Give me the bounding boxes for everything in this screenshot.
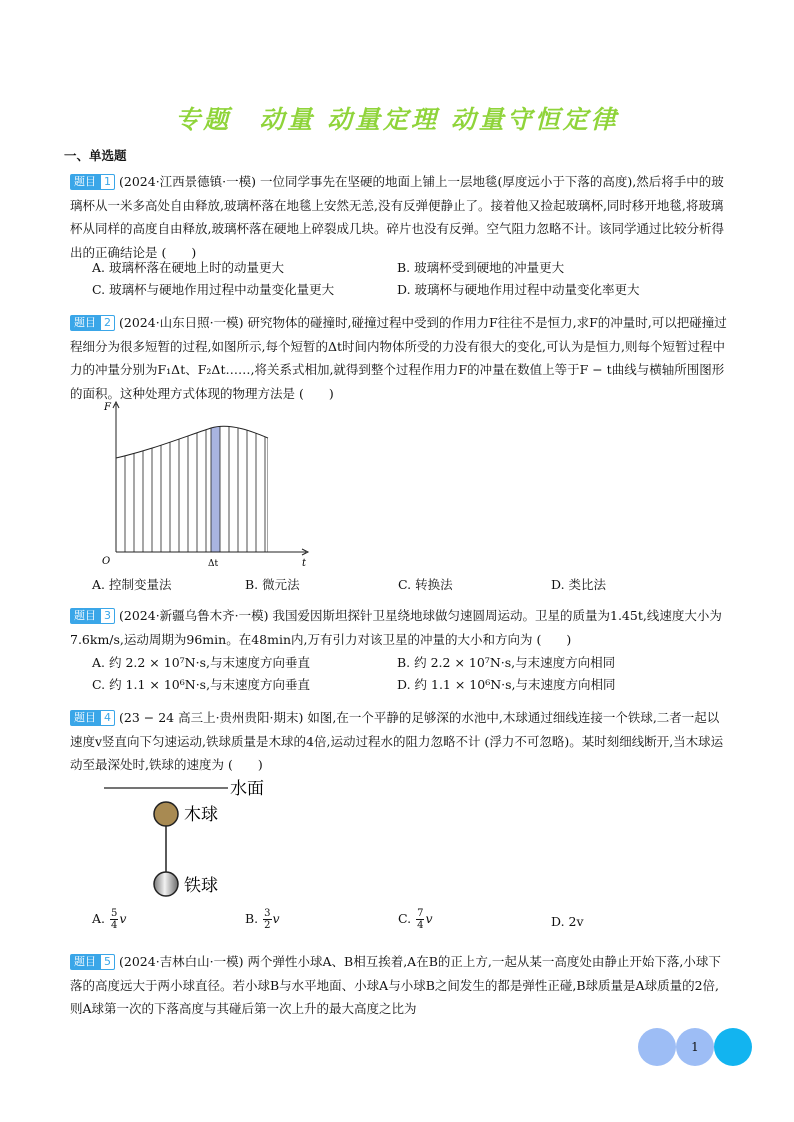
fraction: $\frac{7}{4}$ [417, 908, 424, 931]
option-c[interactable]: C. $\frac{7}{4}$ v [398, 908, 433, 931]
q1-options [92, 257, 732, 301]
question-5 [70, 950, 730, 1021]
origin-label: O [102, 556, 111, 567]
page-title: 专题 动量 动量定理 动量守恒定律 [175, 105, 619, 134]
x-axis-label: t [302, 558, 307, 569]
option-d[interactable]: D. 玻璃杯与硬地作用过程中动量变化率更大 [397, 282, 640, 297]
strip-label: Δt [208, 559, 219, 569]
question-stem: (2024·江西景德镇·一模) 一位同学事先在坚硬的地面上铺上一层地毯(厚度远小于下落的高度),然后将手中的玻璃杯从一米多高处自由释放,玻璃杯落在地毯上安然无恙,没有反弹便静止了。接着他又捡起玻璃杯,同时移开地毯,将玻璃杯从同样的高度自由释放,玻璃杯落在硬地上碎裂成几块。碎片也没有反弹。空气阻力忽略不计。该同学通过比较分析得出的正确结论是 ( ) [70, 174, 724, 260]
question-2 [70, 311, 730, 405]
wood-ball-label: 木球 [184, 805, 218, 825]
option-b[interactable]: B. 微元法 [245, 577, 300, 592]
option-b[interactable]: B. $\frac{3}{2}$ v [245, 908, 280, 931]
force-curve [116, 426, 268, 458]
pager-circle-left [638, 1028, 676, 1066]
option-b[interactable]: B. 玻璃杯受到硬地的冲量更大 [397, 260, 565, 275]
question-3 [70, 604, 730, 651]
y-axis-label: F [104, 402, 111, 413]
wood-ball [154, 802, 178, 826]
iron-ball-label: 铁球 [184, 876, 218, 896]
option-a[interactable]: A. 约 2.2 × 10⁷N·s,与末速度方向垂直 [92, 655, 310, 670]
question-tag: 题目 4 [70, 709, 115, 725]
fraction: $\frac{5}{4}$ [111, 908, 118, 931]
question-4 [70, 706, 730, 777]
page-number: 1 [691, 1040, 699, 1054]
option-a[interactable]: A. 玻璃杯落在硬地上时的动量更大 [92, 260, 284, 275]
pager-circle-right [714, 1028, 752, 1066]
option-c[interactable]: C. 转换法 [398, 577, 453, 592]
question-tag: 题目 2 [70, 314, 115, 330]
fraction: $\frac{3}{2}$ [264, 908, 271, 931]
option-a[interactable]: A. $\frac{5}{4}$ v [92, 908, 127, 931]
graph-strips [116, 398, 268, 552]
page-number-badge [638, 1028, 752, 1068]
question-1 [70, 170, 730, 264]
option-c[interactable]: C. 玻璃杯与硬地作用过程中动量变化量更大 [92, 282, 335, 297]
option-b[interactable]: B. 约 2.2 × 10⁷N·s,与末速度方向相同 [397, 655, 616, 670]
balls-in-water-figure [100, 774, 280, 904]
iron-ball [154, 872, 178, 896]
question-tag: 题目 5 [70, 953, 115, 969]
question-stem: (23 − 24 高三上·贵州贵阳·期末) 如图,在一个平静的足够深的水池中,木球通过细线连接一个铁球,二者一起以速度v竖直向下匀速运动,铁球质量是木球的4倍,运动过程水的阻力忽略不计 (浮力不可忽略)。某时刻细线断开,当木球运动至最深处时,铁球的速度为 ( ) [70, 710, 724, 772]
question-stem: (2024·新疆乌鲁木齐·一模) 我国爱因斯坦探针卫星绕地球做匀速圆周运动。卫星的质量为1.45t,线速度大小为7.6km/s,运动周期为96min。在48min内,万有引力对该卫星的冲量的大小和方向为 ( ) [70, 608, 722, 647]
section-heading: 一、单选题 [64, 148, 127, 163]
force-time-graph [96, 398, 326, 570]
question-stem: (2024·山东日照·一模) 研究物体的碰撞时,碰撞过程中受到的作用力F往往不是恒力,求F的冲量时,可以把碰撞过程细分为很多短暂的过程,如图所示,每个短暂的Δt时间内物体所受的力没有很大的变化,可认为是恒力,则每个短暂过程中力的冲量分别为F₁Δt、F₂Δt……,将关系式相加,就得到整个过程作用力F的冲量在数值上等于F − t曲线与横轴所围图形的面积。这种处理方式体现的物理方法是 ( ) [70, 315, 727, 401]
option-c[interactable]: C. 约 1.1 × 10⁶N·s,与末速度方向垂直 [92, 677, 311, 692]
option-d[interactable]: D. 2v [551, 914, 584, 929]
option-d[interactable]: D. 约 1.1 × 10⁶N·s,与末速度方向相同 [397, 677, 616, 692]
question-tag: 题目 3 [70, 607, 115, 623]
q2-options [92, 575, 732, 593]
highlighted-strip [211, 398, 220, 552]
q4-options [92, 908, 732, 931]
question-tag: 题目 1 [70, 173, 115, 189]
option-a[interactable]: A. 控制变量法 [92, 577, 172, 592]
option-d[interactable]: D. 类比法 [551, 577, 607, 592]
question-stem: (2024·吉林白山·一模) 两个弹性小球A、B相互挨着,A在B的正上方,一起从某一高度处由静止开始下落,小球下落的高度远大于两小球直径。若小球B与水平地面、小球A与小球B之间发生的都是弹性正碰,B球质量是A球质量的2倍,则A球第一次的下落高度与其碰后第一次上升的最大高度之比为 [70, 954, 721, 1016]
water-surface-label: 水面 [230, 779, 264, 799]
q3-options [92, 652, 732, 696]
